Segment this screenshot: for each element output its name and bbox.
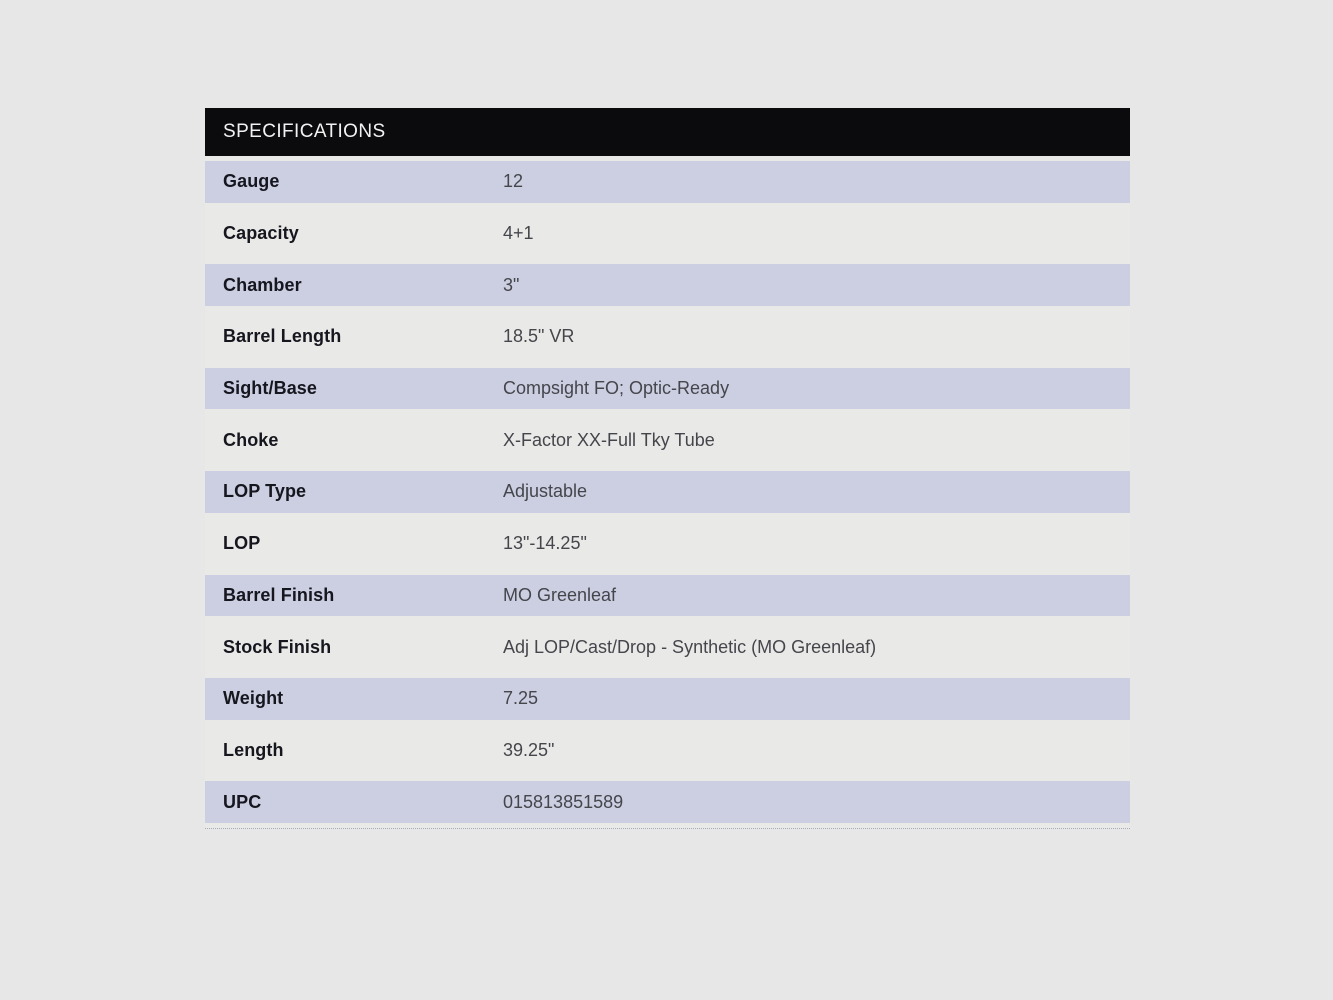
- spec-row-lop-type: [205, 466, 1130, 518]
- spec-label: Capacity: [223, 223, 299, 244]
- spec-value: MO Greenleaf: [503, 584, 617, 605]
- spec-value: X-Factor XX-Full Tky Tube: [503, 429, 715, 450]
- spec-value: 18.5" VR: [503, 326, 575, 347]
- spec-row-sight-base: [205, 363, 1130, 415]
- spec-label: Chamber: [223, 274, 302, 295]
- spec-label: Stock Finish: [223, 636, 332, 657]
- spec-value: 3": [503, 274, 520, 295]
- spec-value: 015813851589: [503, 791, 624, 812]
- specifications-header: [205, 108, 1130, 156]
- spec-row-length: [205, 725, 1130, 777]
- spec-row-chamber: [205, 259, 1130, 311]
- spec-label: Length: [223, 739, 284, 760]
- spec-value: Compsight FO; Optic-Ready: [503, 378, 730, 399]
- spec-row-capacity: [205, 208, 1130, 260]
- spec-value: 13"-14.25": [503, 533, 587, 554]
- spec-label: Weight: [223, 688, 284, 709]
- spec-label: Barrel Finish: [223, 584, 335, 605]
- spec-label: Choke: [223, 429, 279, 450]
- spec-row-barrel-finish: [205, 570, 1130, 622]
- specifications-table: [205, 108, 1130, 829]
- spec-label: Barrel Length: [223, 326, 342, 347]
- spec-value: 4+1: [503, 223, 534, 244]
- spec-row-weight: [205, 673, 1130, 725]
- spec-value: Adjustable: [503, 481, 588, 502]
- spec-value: 7.25: [503, 688, 539, 709]
- spec-value: 39.25": [503, 739, 555, 760]
- spec-label: LOP: [223, 533, 261, 554]
- spec-row-barrel-length: [205, 311, 1130, 363]
- specifications-title: SPECIFICATIONS: [223, 121, 386, 142]
- spec-row-choke: [205, 414, 1130, 466]
- spec-row-gauge: [205, 156, 1130, 208]
- spec-label: Gauge: [223, 171, 280, 192]
- spec-label: Sight/Base: [223, 378, 318, 399]
- spec-value: Adj LOP/Cast/Drop - Synthetic (MO Greenleaf): [503, 636, 877, 657]
- spec-row-upc: [205, 776, 1130, 828]
- spec-value: 12: [503, 171, 524, 192]
- spec-label: LOP Type: [223, 481, 307, 502]
- spec-row-stock-finish: [205, 621, 1130, 673]
- spec-row-lop: [205, 518, 1130, 570]
- spec-label: UPC: [223, 791, 262, 812]
